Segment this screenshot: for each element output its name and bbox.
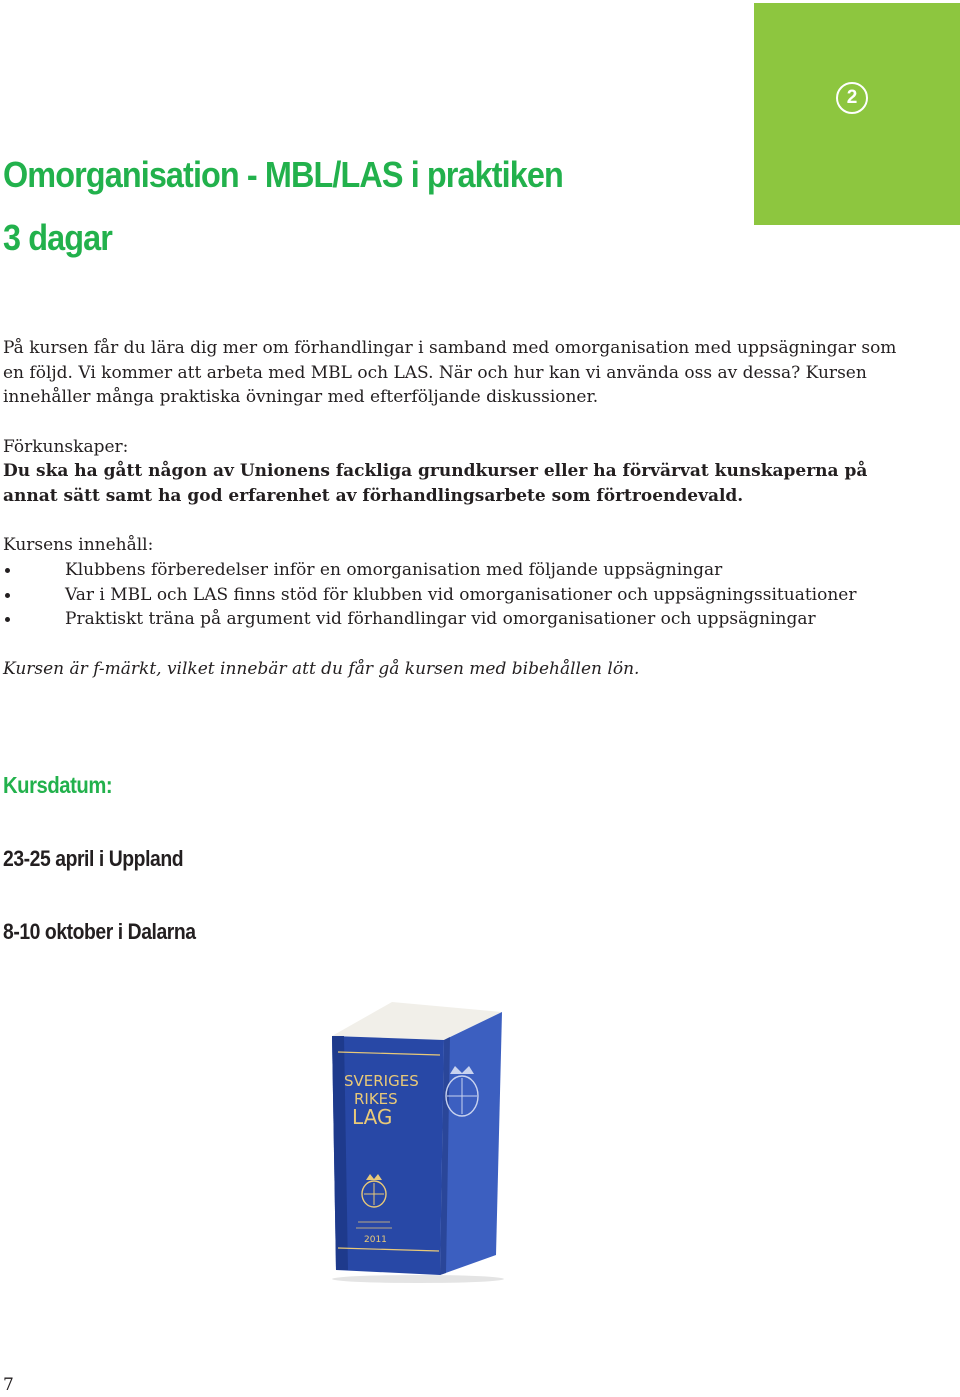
course-content-label: Kursens innehåll: xyxy=(3,535,154,555)
list-item xyxy=(3,607,903,632)
list-item-text: Var i MBL och LAS finns stöd för klubben vid omorganisationer och uppsägningssituationer xyxy=(65,584,857,605)
paid-leave-note: Kursen är f-märkt, vilket innebär att du får gå kursen med bibehållen lön. xyxy=(3,659,640,679)
prerequisites-label: Förkunskaper: xyxy=(3,437,129,457)
course-duration: 3 dagar xyxy=(3,217,112,258)
list-item xyxy=(3,558,903,583)
green-corner-box xyxy=(754,3,960,225)
prerequisites-text: Du ska ha gått någon av Unionens fackliga grundkurser eller ha förvärvat kunskaperna på annat sätt samt ha god erfarenhet av förhandlingsarbete som förtroendevald. xyxy=(3,461,868,506)
book-title-line: LAG xyxy=(352,1105,393,1129)
course-date-item: 8-10 oktober i Dalarna xyxy=(3,919,196,944)
bullet-icon xyxy=(5,568,10,573)
list-item xyxy=(3,583,903,608)
course-intro: På kursen får du lära dig mer om förhandlingar i samband med omorganisation med uppsägningar som en följd. Vi kommer att arbeta med MBL och LAS. När och hur kan vi använda oss av dessa? Kursen innehåller många praktiska övningar med efterföljande diskussioner. xyxy=(3,338,897,407)
course-content-list xyxy=(3,558,903,632)
law-book-image xyxy=(322,1000,512,1285)
course-title: Omorganisation - MBL/LAS i praktiken xyxy=(3,154,563,195)
course-dates-heading: Kursdatum: xyxy=(3,772,113,798)
list-item-text: Klubbens förberedelser inför en omorganisation med följande uppsägningar xyxy=(65,560,723,580)
book-shadow xyxy=(332,1275,504,1283)
list-item-text: Praktiskt träna på argument vid förhandlingar vid omorganisationer och uppsägningar xyxy=(65,609,816,629)
chapter-number-badge: 2 xyxy=(836,82,868,114)
page-number: 7 xyxy=(3,1375,14,1395)
book-title-line: SVERIGES xyxy=(344,1072,419,1090)
course-date-item: 23-25 april i Uppland xyxy=(3,846,184,871)
book-year: 2011 xyxy=(364,1235,387,1245)
book-title-line: RIKES xyxy=(354,1090,398,1108)
bullet-icon xyxy=(5,593,10,598)
bullet-icon xyxy=(5,617,10,622)
